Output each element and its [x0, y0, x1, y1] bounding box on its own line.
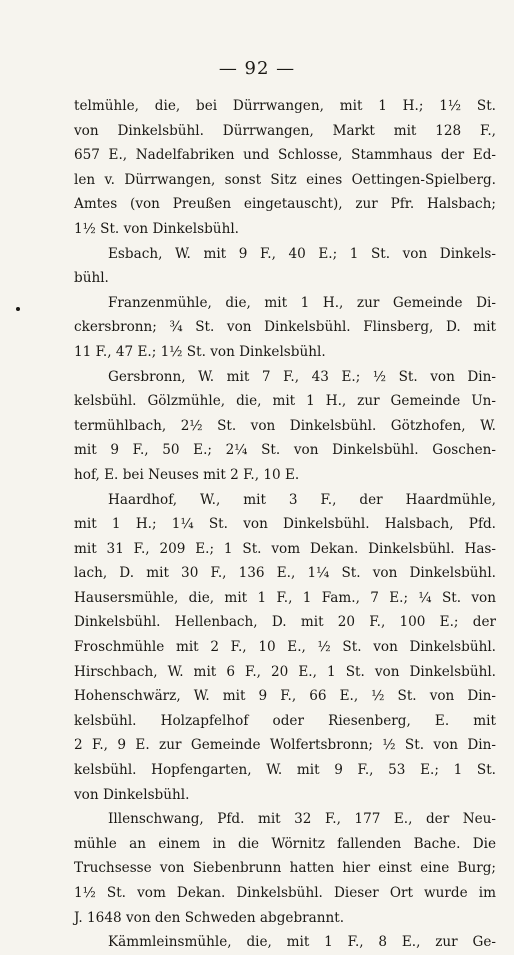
text-line: von Dinkelsbühl. Dürrwangen, Markt mit 128 F., [74, 122, 496, 139]
text-line: mühle an einem in die Wörnitz fallenden Bache. Die [74, 835, 496, 852]
entry-first-line: Gersbronn, W. mit 7 F., 43 E.; ½ St. von Din- [108, 368, 496, 385]
text-line: 1½ St. von Dinkelsbühl. [74, 220, 239, 237]
margin-speck [16, 307, 20, 311]
text-line: bühl. [74, 270, 109, 287]
text-line: 1½ St. vom Dekan. Dinkelsbühl. Dieser Ort wurde im [74, 885, 496, 901]
text-line: Hausersmühle, die, mit 1 F., 1 Fam., 7 E.; ¼ St. von [74, 589, 496, 606]
entry-first-line: Haardhof, W., mit 3 F., der Haardmühle, [108, 491, 496, 508]
text-line: Hirschbach, W. mit 6 F., 20 E., 1 St. von Dinkelsbühl. [74, 663, 496, 680]
text-line: kelsbühl. Holzapfelhof oder Riesenberg, E. mit [74, 712, 496, 729]
text-line: J. 1648 von den Schweden abgebrannt. [74, 909, 345, 926]
text-line: Froschmühle mit 2 F., 10 E., ½ St. von Dinkelsbühl. [74, 639, 496, 656]
text-line: kelsbühl. Gölzmühle, die, mit 1 H., zur Gemeinde Un- [74, 393, 496, 410]
text-line: termühlbach, 2½ St. von Dinkelsbühl. Götzhofen, W. [74, 417, 496, 434]
text-line: 2 F., 9 E. zur Gemeinde Wolfertsbronn; ½ St. von Din- [74, 737, 496, 754]
page-number-header: — 92 — [218, 58, 296, 79]
text-line: telmühle, die, bei Dürrwangen, mit 1 H.; 1½ St. [74, 98, 496, 114]
entry-first-line: Kämmleinsmühle, die, mit 1 F., 8 E., zur Ge- [108, 934, 496, 951]
text-line: mit 9 F., 50 E.; 2¼ St. von Dinkelsbühl. Goschen- [74, 442, 496, 459]
entry-first-line: Esbach, W. mit 9 F., 40 E.; 1 St. von Dinkels- [108, 245, 496, 262]
text-line: mit 31 F., 209 E.; 1 St. vom Dekan. Dinkelsbühl. Has- [74, 540, 496, 557]
text-line: 657 E., Nadelfabriken und Schlosse, Stammhaus der Ed- [74, 147, 496, 164]
entry-first-line: Franzenmühle, die, mit 1 H., zur Gemeinde Di- [108, 294, 496, 311]
text-line: Hohenschwärz, W. mit 9 F., 66 E., ½ St. von Din- [74, 688, 496, 705]
text-line: hof, E. bei Neuses mit 2 F., 10 E. [74, 466, 300, 483]
entry-first-line: Illenschwang, Pfd. mit 32 F., 177 E., der Neu- [108, 811, 496, 828]
text-line: Dinkelsbühl. Hellenbach, D. mit 20 F., 100 E.; der [74, 614, 496, 631]
body-text [74, 94, 496, 955]
text-line: ckersbronn; ¾ St. von Dinkelsbühl. Flinsberg, D. mit [74, 319, 496, 336]
text-line: len v. Dürrwangen, sonst Sitz eines Oettingen-Spielberg. [74, 171, 496, 188]
text-line: kelsbühl. Hopfengarten, W. mit 9 F., 53 E.; 1 St. [74, 762, 496, 779]
text-line: Amtes (von Preußen eingetauscht), zur Pfr. Halsbach; [74, 196, 496, 213]
text-line: lach, D. mit 30 F., 136 E., 1¼ St. von Dinkelsbühl. [74, 565, 496, 582]
text-line: Truchsesse von Siebenbrunn hatten hier einst eine Burg; [74, 860, 496, 877]
text-line: von Dinkelsbühl. [74, 786, 190, 803]
text-line: mit 1 H.; 1¼ St. von Dinkelsbühl. Halsbach, Pfd. [74, 516, 496, 533]
text-line: 11 F., 47 E.; 1½ St. von Dinkelsbühl. [74, 343, 326, 360]
